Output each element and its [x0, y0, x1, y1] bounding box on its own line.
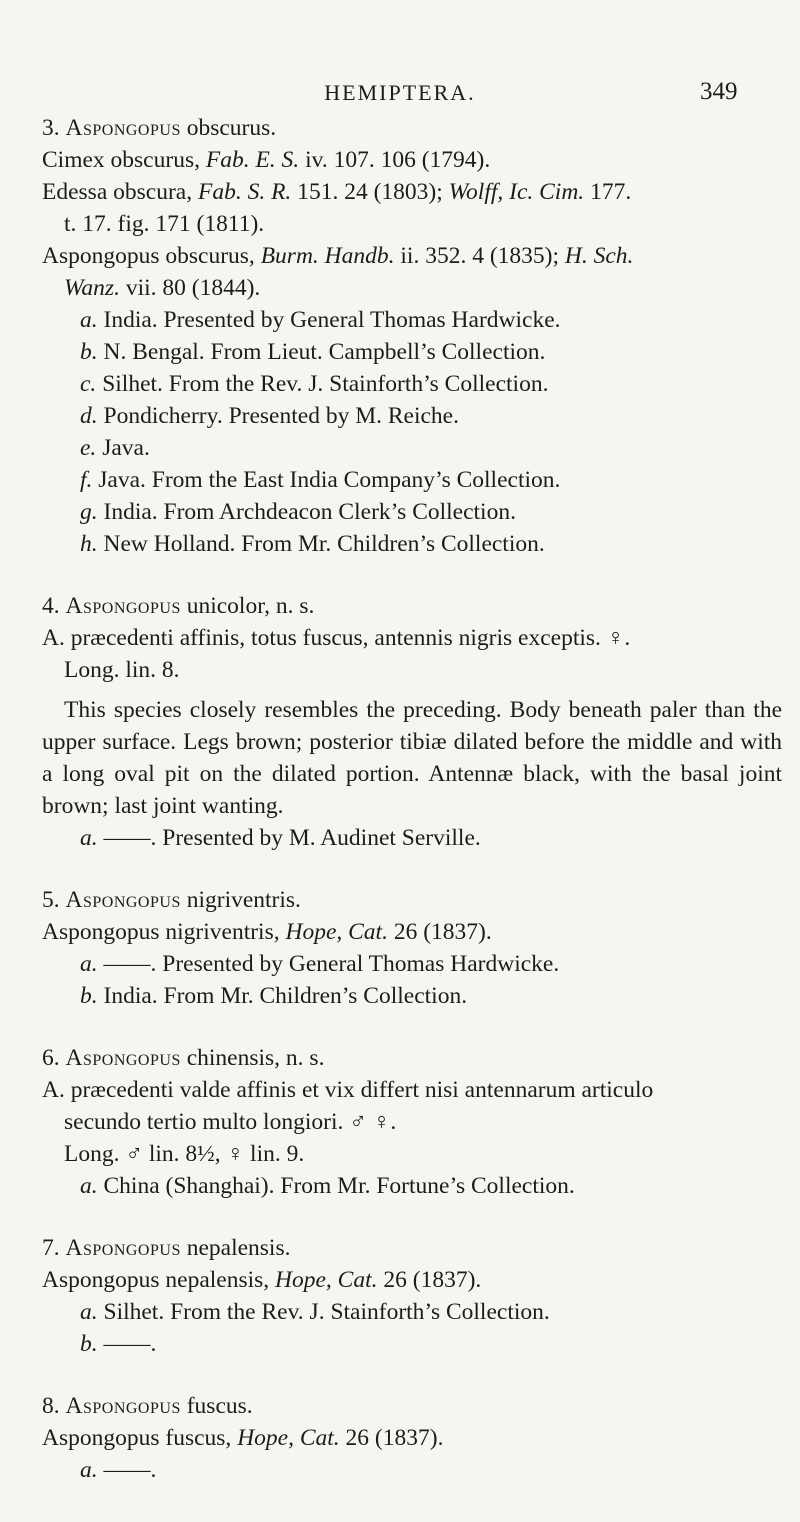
text-run: Cimex obscurus,	[42, 147, 206, 173]
text-line	[42, 272, 782, 304]
text-run: ——. Presented by M. Audinet Serville.	[97, 825, 481, 851]
italic-text: b.	[80, 339, 98, 365]
text-run: Silhet. From the Rev. J. Stainforth’s Collection.	[97, 1299, 550, 1325]
text-line	[42, 1074, 782, 1106]
text-run: 26 (1837).	[377, 1267, 482, 1293]
genus-name: Aspongopus	[65, 115, 181, 141]
species-heading	[42, 1390, 782, 1422]
text-run: 6.	[42, 1045, 66, 1071]
text-run: Aspongopus nepalensis,	[42, 1267, 276, 1293]
italic-text: f.	[80, 467, 93, 493]
text-run: obscurus.	[180, 115, 277, 141]
species-entry-e4	[42, 590, 782, 854]
text-line	[42, 400, 782, 432]
text-line	[42, 1264, 782, 1296]
text-run: 7.	[42, 1235, 66, 1261]
italic-text: Wanz.	[64, 275, 120, 301]
text-run: N. Bengal. From Lieut. Campbell’s Collection.	[97, 339, 546, 365]
italic-text: a.	[80, 1173, 98, 1199]
text-line	[42, 368, 782, 400]
page-number: 349	[700, 78, 738, 105]
italic-text: d.	[80, 403, 98, 429]
text-line	[42, 336, 782, 368]
text-line	[42, 496, 782, 528]
text-run: ——.	[97, 1331, 157, 1357]
text-run: 26 (1837).	[339, 1425, 444, 1451]
italic-text: Hope, Cat.	[275, 1267, 378, 1293]
italic-text: H. Sch.	[564, 243, 634, 269]
text-line	[42, 654, 782, 686]
species-entry-e8	[42, 1390, 782, 1486]
text-run: 5.	[42, 887, 66, 913]
text-run: Java.	[96, 435, 150, 461]
italic-text: Burm. Handb.	[260, 243, 395, 269]
italic-text: a.	[80, 307, 98, 333]
text-run: India. From Mr. Children’s Collection.	[97, 983, 468, 1009]
text-line	[42, 208, 782, 240]
text-run: nepalensis.	[180, 1235, 291, 1261]
text-run: chinensis, n. s.	[180, 1045, 325, 1071]
italic-text: e.	[80, 435, 97, 461]
text-line	[42, 432, 782, 464]
genus-name: Aspongopus	[65, 1393, 181, 1419]
text-run: ——. Presented by General Thomas Hardwicke.	[97, 951, 560, 977]
text-run: New Holland. From Mr. Children’s Collection.	[97, 531, 545, 557]
species-entry-e6	[42, 1042, 782, 1202]
italic-text: b.	[80, 983, 98, 1009]
italic-text: Hope, Cat.	[237, 1425, 340, 1451]
text-line	[42, 1454, 782, 1486]
text-run: iv. 107. 106 (1794).	[299, 147, 491, 173]
species-entry-e5	[42, 884, 782, 1012]
text-run: 3.	[42, 115, 66, 141]
text-run: Aspongopus obscurus,	[42, 243, 261, 269]
species-heading	[42, 1042, 782, 1074]
species-heading	[42, 112, 782, 144]
text-run: secundo tertio multo longiori. ♂ ♀.	[64, 1109, 397, 1135]
text-line	[42, 304, 782, 336]
italic-text: g.	[80, 499, 98, 525]
text-run: t. 17. fig. 171 (1811).	[64, 211, 265, 237]
description-paragraph	[42, 694, 782, 822]
italic-text: c.	[80, 371, 97, 397]
text-line	[42, 622, 782, 654]
text-run: India. From Archdeacon Clerk’s Collection.	[97, 499, 516, 525]
text-run: Long. lin. 8.	[64, 657, 180, 683]
species-entry-e3	[42, 112, 782, 560]
text-run: Java. From the East India Company’s Collection.	[92, 467, 561, 493]
text-line	[42, 1328, 782, 1360]
text-run: ——.	[97, 1457, 157, 1483]
italic-text: h.	[80, 531, 98, 557]
text-line	[42, 144, 782, 176]
text-run: Long. ♂ lin. 8½, ♀ lin. 9.	[64, 1141, 305, 1167]
text-line	[42, 1422, 782, 1454]
italic-text: a.	[80, 1457, 98, 1483]
text-run: Edessa obscura,	[42, 179, 198, 205]
text-line	[42, 528, 782, 560]
text-run: ii. 352. 4 (1835);	[394, 243, 565, 269]
text-line	[42, 1296, 782, 1328]
text-run: 26 (1837).	[387, 919, 492, 945]
text-run: 8.	[42, 1393, 66, 1419]
text-line	[42, 240, 782, 272]
text-run: This species closely resembles the preceding. Body beneath paler than the upper surface. Legs brown; posterior tibiæ dilated before the middle and with a long oval pit on the dilated portion. Antennæ black, with the basal joint brown; last joint wanting.	[42, 697, 782, 819]
text-line	[42, 916, 782, 948]
text-run: China (Shanghai). From Mr. Fortune’s Collection.	[97, 1173, 575, 1199]
text-run: fuscus.	[180, 1393, 253, 1419]
species-heading	[42, 590, 782, 622]
text-run: Pondicherry. Presented by M. Reiche.	[97, 403, 459, 429]
text-run: 177.	[584, 179, 632, 205]
italic-text: a.	[80, 951, 98, 977]
italic-text: a.	[80, 1299, 98, 1325]
page-body	[42, 112, 782, 1486]
genus-name: Aspongopus	[65, 1045, 181, 1071]
text-run: 151. 24 (1803);	[291, 179, 449, 205]
text-line	[42, 1106, 782, 1138]
text-run: 4.	[42, 593, 66, 619]
text-run: nigriventris.	[180, 887, 301, 913]
species-entry-e7	[42, 1232, 782, 1360]
text-line	[42, 822, 782, 854]
italic-text: Wolff, Ic. Cim.	[448, 179, 585, 205]
italic-text: Fab. E. S.	[205, 147, 300, 173]
text-run: Silhet. From the Rev. J. Stainforth’s Collection.	[96, 371, 549, 397]
genus-name: Aspongopus	[65, 1235, 181, 1261]
text-line	[42, 1170, 782, 1202]
text-line	[42, 1138, 782, 1170]
species-heading	[42, 884, 782, 916]
text-run: Aspongopus fuscus,	[42, 1425, 238, 1451]
italic-text: Fab. S. R.	[197, 179, 292, 205]
italic-text: a.	[80, 825, 98, 851]
text-run: A. præcedenti affinis, totus fuscus, antennis nigris exceptis. ♀.	[42, 625, 631, 651]
genus-name: Aspongopus	[65, 593, 181, 619]
text-line	[42, 980, 782, 1012]
genus-name: Aspongopus	[65, 887, 181, 913]
text-run: unicolor, n. s.	[180, 593, 315, 619]
text-run: India. Presented by General Thomas Hardwicke.	[97, 307, 561, 333]
text-run: A. præcedenti valde affinis et vix differt nisi antennarum articulo	[42, 1077, 654, 1103]
species-heading	[42, 1232, 782, 1264]
italic-text: b.	[80, 1331, 98, 1357]
running-head: HEMIPTERA.	[324, 80, 476, 105]
text-line	[42, 464, 782, 496]
italic-text: Hope, Cat.	[285, 919, 388, 945]
text-line	[42, 176, 782, 208]
text-line	[42, 948, 782, 980]
text-run: Aspongopus nigriventris,	[42, 919, 286, 945]
text-run: vii. 80 (1844).	[119, 275, 261, 301]
